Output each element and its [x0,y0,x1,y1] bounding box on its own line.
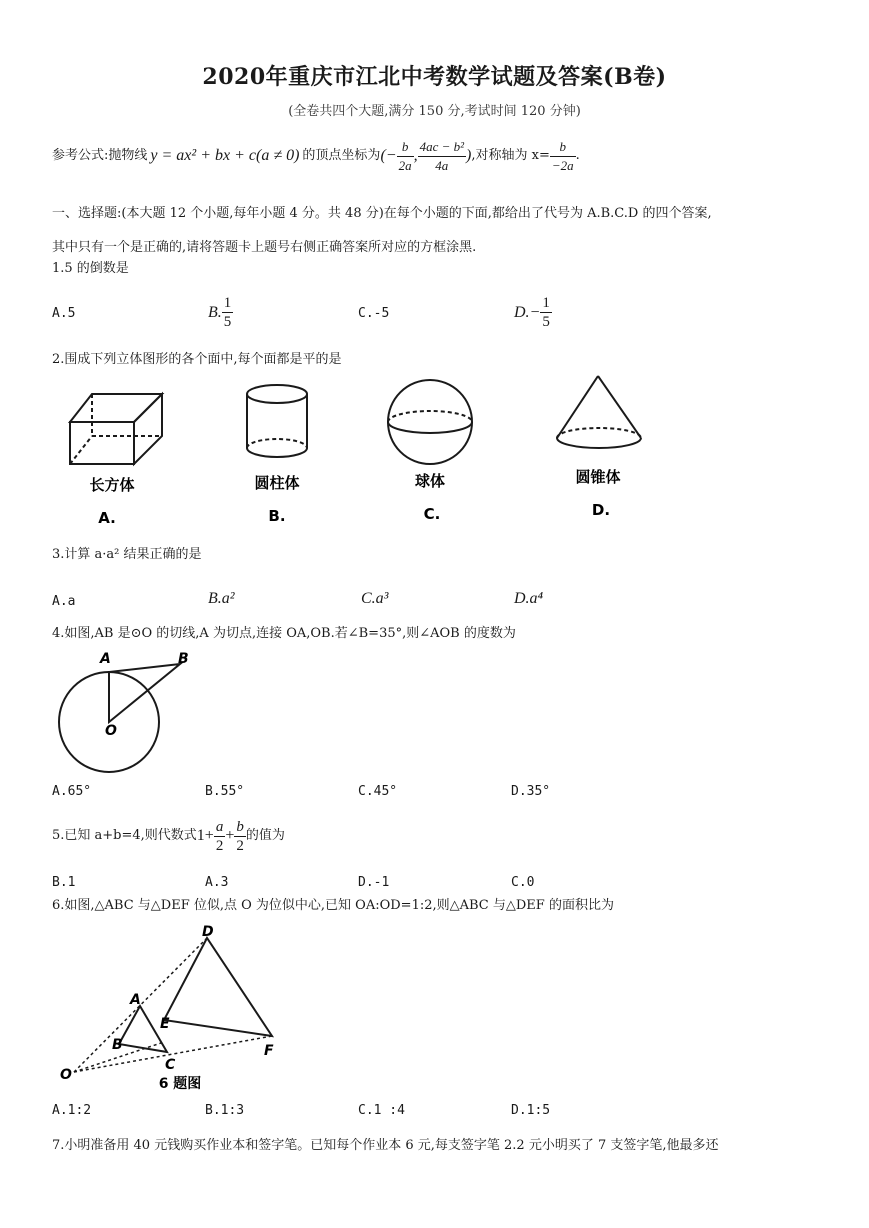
cuboid-shape [70,394,162,464]
q5-option-2: A.3 [205,875,229,890]
formula-prefix: 参考公式:抛物线 [52,148,148,163]
q5-stem-prefix: 5.已知 a+b=4,则代数式 [52,828,197,843]
vertex-x-num: b [397,138,414,157]
q1-d-den: 5 [542,314,550,330]
formula-equation: y = ax² + bx + c(a ≠ 0) [150,147,300,164]
vertex-comma: , [413,147,418,164]
q6-label-e: E [160,1016,170,1032]
vertex-y-den: 4a [435,157,449,173]
q1-stem: 1.5 的倒数是 [52,261,129,276]
q3-option-c: C.a³ [361,590,389,607]
q6-option-a: A.1:2 [52,1103,92,1118]
sphere-shape [388,380,472,464]
q4-label-o: O [105,723,117,739]
q5-f2-den: 2 [236,837,244,854]
q4-label-b: B [178,651,189,667]
q2-caption-c: 球体 [414,472,446,490]
vertex-close: ) [466,147,472,164]
vertex-y-fraction [418,138,466,175]
cone-shape [557,376,641,448]
q4-stem: 4.如图,AB 是⊙O 的切线,A 为切点,连接 OA,OB.若∠B=35°,则∠AOB 的度数为 [52,626,516,641]
q1-option-c: C.-5 [358,306,390,321]
q2-caption-b: 圆柱体 [254,474,300,492]
q2-letter-b: B. [268,507,286,525]
q6-rays [74,938,272,1072]
q1-b-num: 1 [223,295,232,311]
vertex-y-num: 4ac − b² [418,138,466,157]
page-title: 2020年重庆市江北中考数学试题及答案(B卷) [202,64,667,90]
cylinder-shape [247,385,307,457]
axis-text: ,对称轴为 x= [471,148,550,163]
q2-caption-d: 圆锥体 [575,468,621,486]
q5-stem-suffix: 的值为 [245,828,285,843]
q3-option-b: B.a² [208,590,235,607]
reference-formula [52,134,580,178]
vertex-x-fraction [397,138,414,175]
axis-fraction [550,138,576,175]
q6-stem: 6.如图,△ABC 与△DEF 位似,点 O 为位似中心,已知 OA:OD=1:2,则△ABC 与△DEF 的面积比为 [52,898,614,913]
section-intro-line1: 一、选择题:(本大题 12 个小题,每年小题 4 分。共 48 分)在每个小题的下面,都给出了代号为 A.B.C.D 的四个答案, [52,206,712,221]
q4-option-d: D.35° [511,784,551,799]
q4-circle-figure [52,646,212,778]
q7-stem: 7.小明准备用 40 元钱购买作业本和签字笔。已知每个作业本 6 元,每支签字笔 2.2 元小明买了 7 支签字笔,他最多还 [52,1138,719,1153]
q6-label-c: C [165,1057,176,1073]
axis-den: −2a [551,157,574,173]
q5-stem [52,814,285,858]
q5-plus: + [225,827,235,844]
q2-letter-a: A. [98,509,116,527]
q5-fraction-b [234,818,246,855]
q2-solids-figure [52,372,672,532]
q5-f2-num: b [236,818,244,835]
q2-caption-a: 长方体 [89,476,135,494]
q4-option-b: B.55° [205,784,245,799]
q6-figure-caption: 6 题图 [158,1076,202,1092]
q2-letter-d: D. [591,501,611,519]
q4-option-a: A.65° [52,784,92,799]
q2-letter-c: C. [423,505,441,523]
q6-label-f: F [264,1043,274,1059]
q6-label-b: B [112,1037,123,1053]
formula-end: . [575,148,580,163]
formula-mid: 的顶点坐标为 [302,148,381,163]
q4-option-c: C.45° [358,784,398,799]
section-intro-line2: 其中只有一个是正确的,请将答题卡上题号右侧正确答案所对应的方框涂黑. [52,240,477,255]
q6-option-c: C.1 :4 [358,1103,405,1118]
q3-stem: 3.计算 a·a² 结果正确的是 [52,547,202,562]
q2-stem: 2.围成下列立体图形的各个面中,每个面都是平的是 [52,352,342,367]
q5-fraction-a [214,818,226,855]
q6-label-o: O [60,1067,72,1083]
q6-label-d: D [202,924,214,940]
q3-option-a: A.a [52,594,76,609]
q1-b-den: 5 [223,314,232,330]
q6-option-d: D.1:5 [511,1103,551,1118]
q6-label-a: A [130,992,141,1008]
q6-triangle-def [164,938,272,1036]
q5-f1-num: a [215,818,224,835]
q5-option-3: D.-1 [358,875,390,890]
q5-f1-den: 2 [215,837,224,854]
q5-expr-one: 1+ [196,827,214,844]
q5-option-1: B.1 [52,875,76,890]
q1-d-prefix: D.− [514,303,541,321]
q1-d-fraction [540,294,552,331]
q1-option-a: A.5 [52,306,76,321]
q1-b-fraction [222,294,234,331]
q1-option-d [514,294,552,331]
q3-option-d: D.a⁴ [514,590,544,607]
q1-option-b [208,294,233,331]
q1-d-num: 1 [542,295,550,311]
q1-b-prefix: B. [208,303,222,321]
axis-num: b [550,138,576,157]
vertex-x-den: 2a [398,157,412,173]
q6-homothety-figure [52,922,292,1096]
q6-option-b: B.1:3 [205,1103,245,1118]
q4-label-a: A [100,651,111,667]
q5-option-4: C.0 [511,875,535,890]
page-subtitle: (全卷共四个大题,满分 150 分,考试时间 120 分钟) [288,104,581,119]
vertex-open: (− [380,147,397,164]
